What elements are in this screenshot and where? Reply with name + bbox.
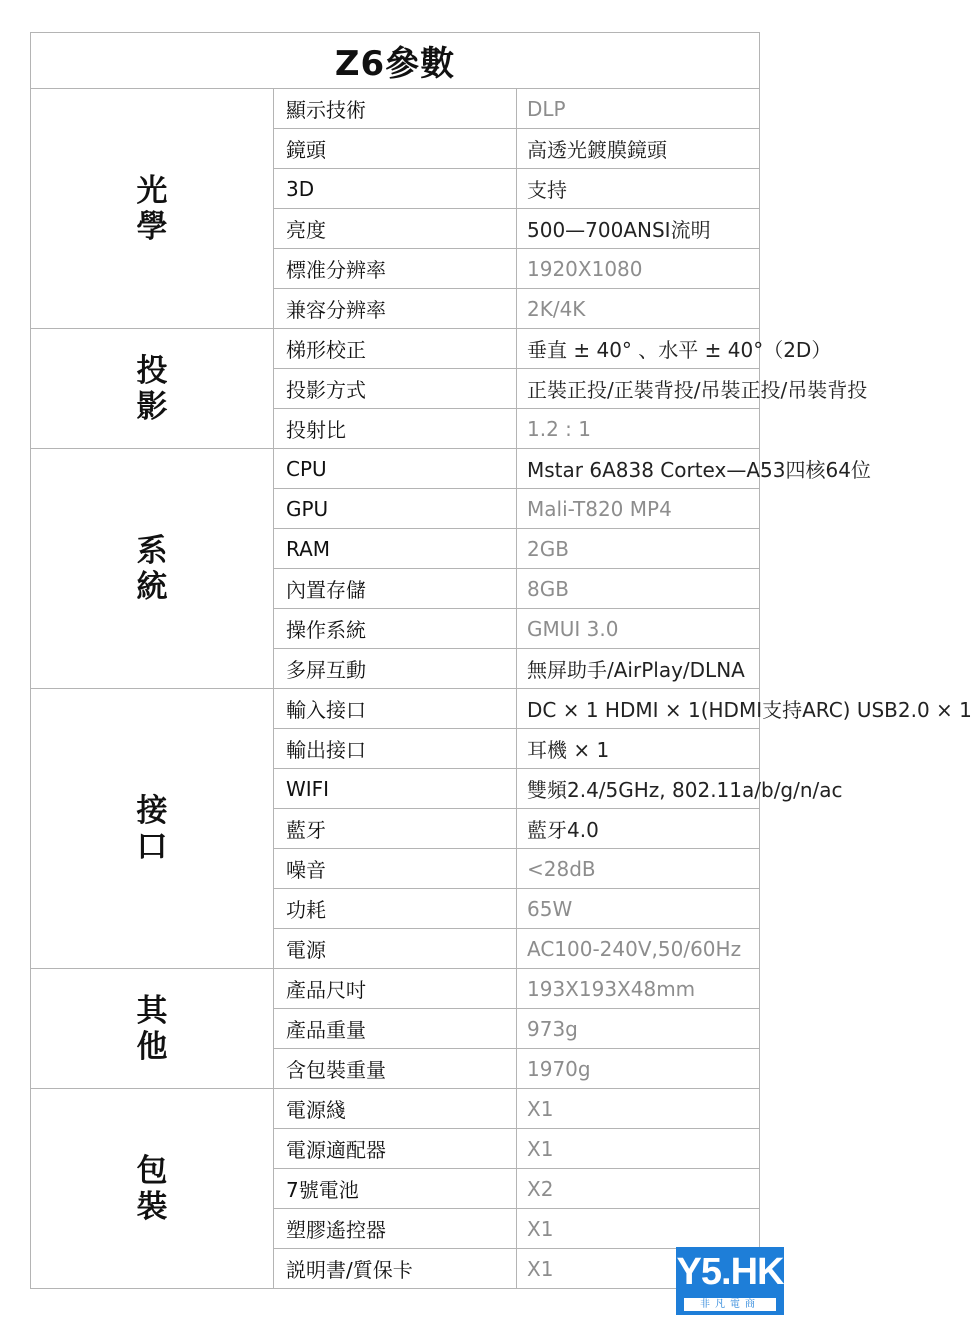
spec-value: 正裝正投/正裝背投/吊裝正投/吊裝背投 xyxy=(517,369,760,409)
spec-value: DC × 1 HDMI × 1(HDMI支持ARC) USB2.0 × 1 xyxy=(517,689,760,729)
spec-label: 含包裝重量 xyxy=(274,1049,517,1089)
spec-label: 輸出接口 xyxy=(274,729,517,769)
spec-label: CPU xyxy=(274,449,517,489)
spec-value: 高透光鍍膜鏡頭 xyxy=(517,129,760,169)
section-heading-text: 接口 xyxy=(136,792,168,865)
spec-row xyxy=(31,689,760,729)
spec-value: 193X193X48mm xyxy=(517,969,760,1009)
spec-label: 兼容分辨率 xyxy=(274,289,517,329)
spec-label: 塑膠遙控器 xyxy=(274,1209,517,1249)
spec-value: X1 xyxy=(517,1129,760,1169)
spec-value: GMUI 3.0 xyxy=(517,609,760,649)
logo-text: Y5.HK xyxy=(676,1251,784,1293)
spec-label: RAM xyxy=(274,529,517,569)
spec-value: 1970g xyxy=(517,1049,760,1089)
spec-row xyxy=(31,449,760,489)
spec-label: 電源綫 xyxy=(274,1089,517,1129)
section-heading-text: 系統 xyxy=(136,532,168,605)
spec-label: 標准分辨率 xyxy=(274,249,517,289)
spec-table xyxy=(30,32,972,1289)
spec-label: GPU xyxy=(274,489,517,529)
spec-table-body xyxy=(31,33,972,1289)
spec-value: 藍牙4.0 xyxy=(517,809,760,849)
spec-value: DLP xyxy=(517,89,760,129)
spec-value: X1 xyxy=(517,1089,760,1129)
spec-label: 投射比 xyxy=(274,409,517,449)
spec-value: 500—700ANSI流明 xyxy=(517,209,760,249)
section-heading-text: 包裝 xyxy=(136,1152,168,1225)
spec-label: 多屏互動 xyxy=(274,649,517,689)
spec-value: Mali-T820 MP4 xyxy=(517,489,760,529)
spec-value: Mstar 6A838 Cortex—A53四核64位 xyxy=(517,449,760,489)
spec-label: WIFI xyxy=(274,769,517,809)
spec-row xyxy=(31,969,760,1009)
spec-value: 1.2 : 1 xyxy=(517,409,760,449)
spec-value: 支持 xyxy=(517,169,760,209)
spec-row xyxy=(31,1089,760,1129)
spec-row xyxy=(31,89,760,129)
spec-label: 鏡頭 xyxy=(274,129,517,169)
spec-value: 無屏助手/AirPlay/DLNA xyxy=(517,649,760,689)
section-heading-text: 投影 xyxy=(136,352,168,425)
spec-label: 投影方式 xyxy=(274,369,517,409)
spec-value: 65W xyxy=(517,889,760,929)
logo-subtitle: 非凡電商 xyxy=(684,1298,776,1311)
spec-value: 1920X1080 xyxy=(517,249,760,289)
spec-value: X1 xyxy=(517,1249,760,1289)
spec-label: 説明書/質保卡 xyxy=(274,1249,517,1289)
spec-label: 電源適配器 xyxy=(274,1129,517,1169)
spec-value: 垂直 ± 40° 、水平 ± 40°（2D） xyxy=(517,329,760,369)
title-row xyxy=(31,33,760,89)
spec-label: 功耗 xyxy=(274,889,517,929)
spec-value: X2 xyxy=(517,1169,760,1209)
spec-label: 3D xyxy=(274,169,517,209)
spec-label: 梯形校正 xyxy=(274,329,517,369)
section-heading xyxy=(31,449,274,689)
spec-label: 亮度 xyxy=(274,209,517,249)
spec-value: AC100-240V,50/60Hz xyxy=(517,929,760,969)
spec-label: 顯示技術 xyxy=(274,89,517,129)
section-heading-text: 光學 xyxy=(136,172,168,245)
section-heading-text: 其他 xyxy=(136,992,168,1065)
section-heading xyxy=(31,89,274,329)
spec-label: 7號電池 xyxy=(274,1169,517,1209)
spec-value: X1 xyxy=(517,1209,760,1249)
page-title: Z6參數 xyxy=(31,33,760,89)
spec-value: 2GB xyxy=(517,529,760,569)
spec-label: 產品重量 xyxy=(274,1009,517,1049)
section-heading xyxy=(31,329,274,449)
spec-value: 973g xyxy=(517,1009,760,1049)
spec-label: 輸入接口 xyxy=(274,689,517,729)
spec-value: 8GB xyxy=(517,569,760,609)
section-heading xyxy=(31,969,274,1089)
spec-value: <28dB xyxy=(517,849,760,889)
spec-label: 噪音 xyxy=(274,849,517,889)
spec-value: 2K/4K xyxy=(517,289,760,329)
spec-row xyxy=(31,329,760,369)
section-heading xyxy=(31,689,274,969)
spec-value: 雙頻2.4/5GHz, 802.11a/b/g/n/ac xyxy=(517,769,760,809)
section-heading xyxy=(31,1089,274,1289)
site-logo xyxy=(676,1247,784,1315)
spec-label: 藍牙 xyxy=(274,809,517,849)
spec-value: 耳機 × 1 xyxy=(517,729,760,769)
spec-label: 電源 xyxy=(274,929,517,969)
spec-label: 產品尺吋 xyxy=(274,969,517,1009)
spec-label: 內置存儲 xyxy=(274,569,517,609)
spec-label: 操作系統 xyxy=(274,609,517,649)
